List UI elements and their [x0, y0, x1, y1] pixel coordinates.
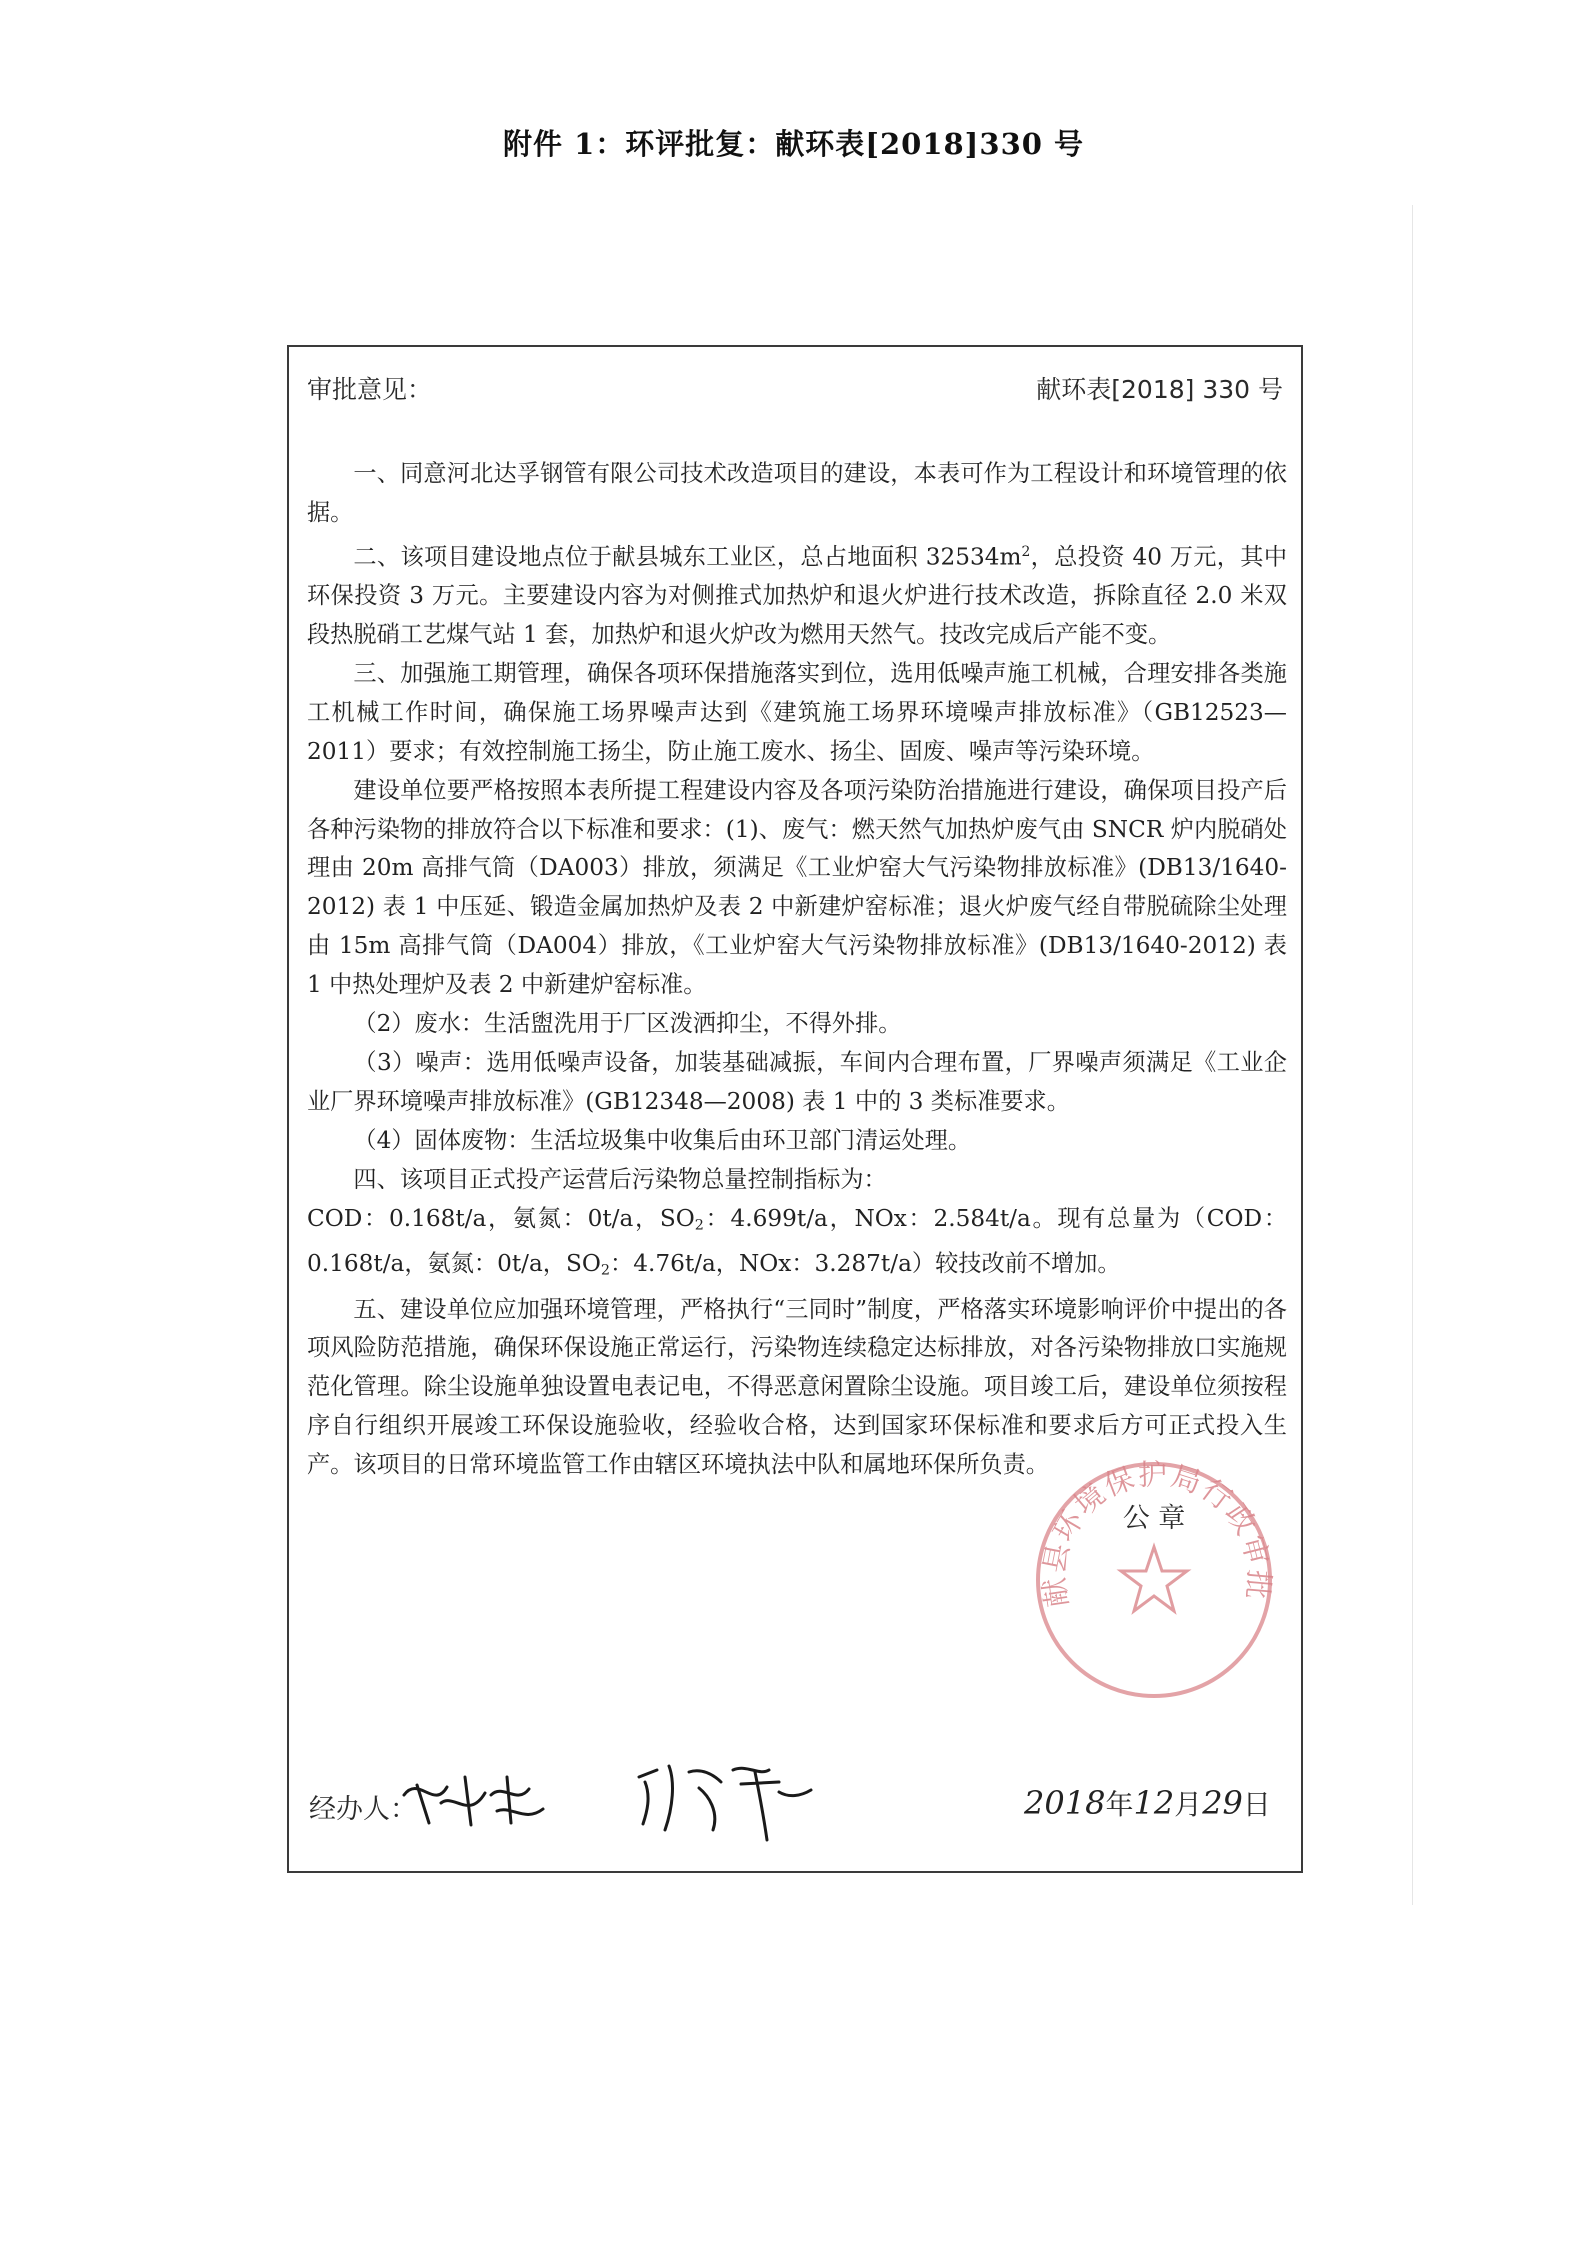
paragraph-9-part-a: COD：0.168t/a，氨氮：0t/a，SO	[307, 1204, 695, 1232]
so2-subscript-2: 2	[600, 1262, 611, 1279]
date-year-suffix: 年	[1105, 1788, 1134, 1821]
paragraph-10: 五、建设单位应加强环境管理，严格执行“三同时”制度，严格落实环境影响评价中提出的各项风险防范措施，确保环保设施正常运行，污染物连续稳定达标排放，对各污染物排放口实施规范化管理。除尘设施单独设置电表记电，不得恶意闲置除尘设施。项目竣工后，建设单位须按程序自行组织开展竣工环保设施验收，经验收合格，达到国家环保标准和要求后方可正式投入生产。该项目的日常环境监管工作由辖区环境执法中队和属地环保所负责。	[307, 1295, 1287, 1479]
paragraph-9-part-c: ：4.76t/a，NOx：3.287t/a）较技改前不增加。	[610, 1250, 1121, 1278]
paragraph-3: 三、加强施工期管理，确保各项环保措施落实到位，选用低噪声施工机械，合理安排各类施工机械工作时间，确保施工场界噪声达到《建筑施工场界环境噪声排放标准》（GB12523—2011）要求；有效控制施工扬尘，防止施工废水、扬尘、固废、噪声等污染环境。	[307, 659, 1287, 765]
so2-subscript-1: 2	[694, 1217, 704, 1234]
approval-date	[1024, 1783, 1271, 1823]
seal-center-text: 公 章	[1122, 1503, 1186, 1534]
paragraph-8: 四、该项目正式投产运营后污染物总量控制指标为：	[353, 1165, 887, 1193]
approval-form-box	[287, 345, 1303, 1873]
date-day-suffix: 日	[1242, 1788, 1271, 1821]
approval-document-number: 献环表[2018] 330 号	[1036, 375, 1283, 404]
paragraph-2-part-a: 二、该项目建设地点位于献县城东工业区，总占地面积 32534m	[353, 543, 1022, 571]
date-month-suffix: 月	[1174, 1788, 1203, 1821]
paragraph-2-part-b: ，总投资 40 万元，其中环保投资 3 万元。主要建设内容为对侧推式加热炉和退火炉进行技术改造，拆除直径 2.0 米双段热脱硝工艺煤气站 1 套，加热炉和退火炉改为燃用天然气。技改完成后产能不变。	[307, 543, 1288, 648]
approval-body	[307, 455, 1287, 1485]
paragraph-6: （3）噪声：选用低噪声设备，加装基础减振，车间内合理布置，厂界噪声须满足《工业企业厂界环境噪声排放标准》(GB12348—2008) 表 1 中的 3 类标准要求。	[307, 1048, 1287, 1115]
paragraph-7: （4）固体废物：生活垃圾集中收集后由环卫部门清运处理。	[353, 1126, 972, 1154]
date-year: 2018	[1024, 1784, 1106, 1822]
handler-signature	[399, 1765, 549, 1835]
paragraph-9	[307, 1200, 1287, 1291]
scan-edge-line	[1412, 205, 1413, 1905]
date-month: 12	[1133, 1784, 1175, 1822]
paragraph-2	[307, 533, 1287, 655]
handler-label: 经办人：	[309, 1794, 417, 1825]
seal-ring-text: 献县环境保护局行政审批	[1036, 1457, 1277, 1610]
paragraph-1: 一、同意河北达孚钢管有限公司技术改造项目的建设，本表可作为工程设计和环境管理的依据。	[307, 460, 1287, 526]
square-meter-superscript: 2	[1021, 543, 1031, 560]
approval-opinion-label: 审批意见：	[307, 375, 433, 404]
paragraph-9-part-b: ：4.699t/a，NOx：2.584t/a。现有总量为（COD：0.168t/a，氨氮：0t/a，SO	[307, 1204, 1288, 1278]
official-seal-stamp	[1029, 1455, 1279, 1705]
approver-signature	[629, 1752, 819, 1842]
paragraph-4: 建设单位要严格按照本表所提工程建设内容及各项污染防治措施进行建设，确保项目投产后各种污染物的排放符合以下标准和要求：(1)、废气：燃天然气加热炉废气由 SNCR 炉内脱硝处理由 20m 高排气筒（DA003）排放，须满足《工业炉窑大气污染物排放标准》(DB13/1640-2012) 表 1 中压延、锻造金属加热炉及表 2 中新建炉窑标准；退火炉废气经自带脱硫除尘处理由 15m 高排气筒（DA004）排放，《工业炉窑大气污染物排放标准》(DB13/1640-2012) 表 1 中热处理炉及表 2 中新建炉窑标准。	[307, 776, 1287, 999]
page-heading: 附件 1：环评批复：献环表[2018]330 号	[502, 127, 1085, 161]
date-day: 29	[1202, 1784, 1243, 1822]
paragraph-5: （2）废水：生活盥洗用于厂区泼洒抑尘，不得外排。	[353, 1010, 902, 1038]
